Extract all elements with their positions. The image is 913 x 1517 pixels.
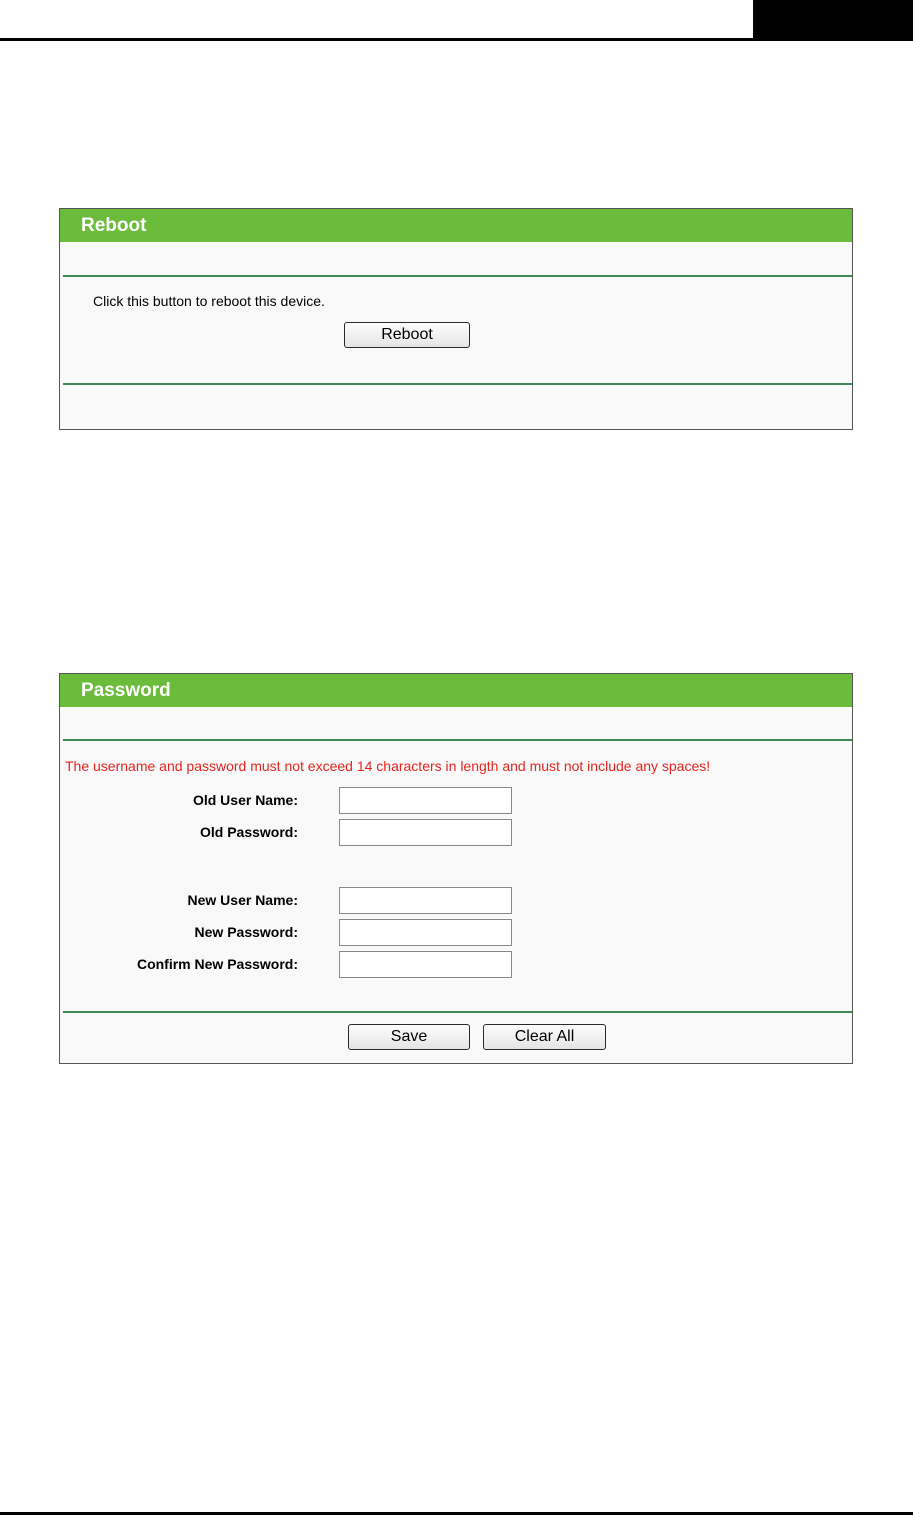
reboot-panel-title: Reboot [60,209,852,242]
reboot-bottom-separator [63,383,852,385]
reboot-description: Click this button to reboot this device. [93,293,325,309]
page-header-rule [0,38,760,41]
password-panel [59,673,853,1064]
new-user-name-input[interactable] [339,887,512,914]
reboot-button[interactable]: Reboot [344,322,470,348]
old-user-name-label: Old User Name: [192,792,298,808]
old-user-name-input[interactable] [339,787,512,814]
password-top-separator [63,739,852,741]
new-password-input[interactable] [339,919,512,946]
clear-all-button[interactable]: Clear All [483,1024,606,1050]
reboot-top-separator [63,275,852,277]
new-user-name-label: New User Name: [187,892,298,908]
old-password-label: Old Password: [199,824,298,840]
password-panel-title: Password [60,674,852,707]
confirm-new-password-input[interactable] [339,951,512,978]
new-password-label: New Password: [194,924,298,940]
page-footer-rule [0,1512,913,1515]
page-header-block [753,0,913,41]
confirm-new-password-label: Confirm New Password: [136,956,298,972]
old-password-input[interactable] [339,819,512,846]
reboot-panel [59,208,853,430]
password-bottom-separator [63,1011,852,1013]
save-button[interactable]: Save [348,1024,470,1050]
password-warning: The username and password must not exceed 14 characters in length and must not include any spaces! [65,758,711,774]
